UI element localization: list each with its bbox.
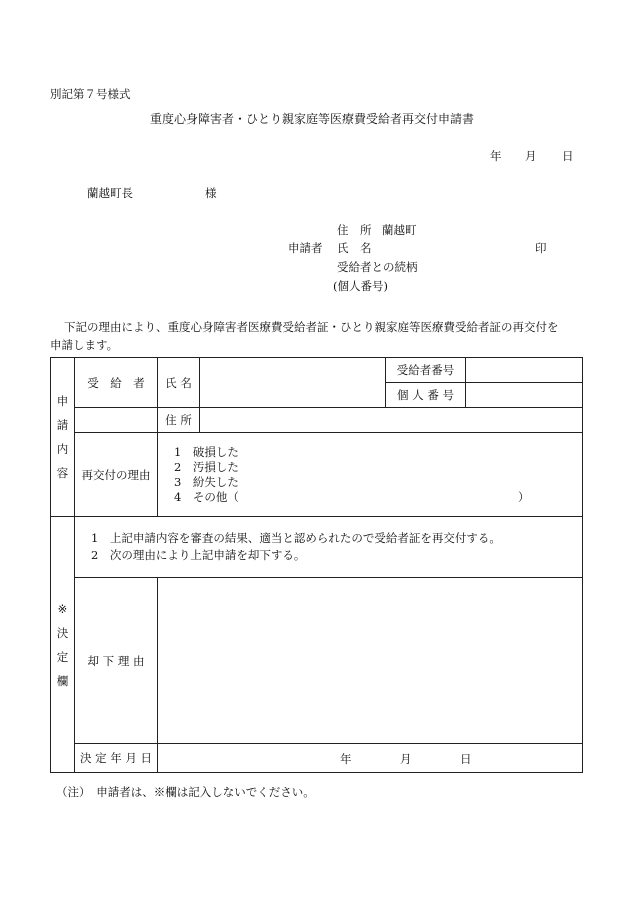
decision-approve: 1 上記申請内容を審査の結果、適当と認められたので受給者証を再交付する。 bbox=[91, 531, 501, 545]
body-text-line2: 申請します。 bbox=[50, 338, 119, 352]
body-text-line1: 下記の理由により、重度心身障害者医療費受給者証・ひとり親家庭等医療費受給者証の再交付を bbox=[64, 320, 559, 334]
reason-other-close: ） bbox=[518, 489, 530, 504]
address-label: 住 所 bbox=[158, 408, 200, 433]
name-field[interactable] bbox=[200, 358, 386, 408]
recipient-label: 受 給 者 bbox=[75, 358, 158, 408]
recipient-number-field[interactable] bbox=[466, 358, 583, 383]
decision-options bbox=[75, 517, 583, 578]
rejection-reason-field[interactable] bbox=[158, 578, 583, 744]
footnote: （注） 申請者は、※欄は記入しないでください。 bbox=[56, 785, 315, 799]
applicant-mynumber-label: (個人番号) bbox=[333, 279, 388, 293]
applicant-address-value: 蘭越町 bbox=[382, 223, 417, 237]
reason-options[interactable] bbox=[158, 433, 583, 517]
address-field[interactable] bbox=[200, 408, 583, 433]
applicant-relation-label: 受給者との続柄 bbox=[337, 260, 418, 274]
reason-soiled[interactable]: 2 汚損した bbox=[174, 459, 239, 474]
recipient-label-cont bbox=[75, 408, 158, 433]
decision-reject: 2 次の理由により上記申請を却下する。 bbox=[91, 548, 306, 562]
recipient-number-label: 受給者番号 bbox=[386, 358, 466, 383]
personal-number-field[interactable] bbox=[466, 383, 583, 408]
personal-number-label: 個 人 番 号 bbox=[386, 383, 466, 408]
reason-lost[interactable]: 3 紛失した bbox=[174, 474, 239, 489]
section-decision-label: ※ 決 定 欄 bbox=[51, 517, 75, 773]
form-number: 別記第７号様式 bbox=[50, 87, 131, 101]
decision-date-year: 年 bbox=[340, 752, 352, 766]
decision-date-month: 月 bbox=[400, 752, 412, 766]
rejection-reason-label: 却 下 理 由 bbox=[75, 578, 158, 744]
date-year: 年 bbox=[490, 149, 502, 163]
applicant-label: 申請者 bbox=[288, 241, 323, 255]
seal-mark: 印 bbox=[535, 241, 547, 255]
addressee-honorific: 様 bbox=[205, 186, 217, 200]
decision-date-label: 決 定 年 月 日 bbox=[75, 744, 158, 773]
section-application-label: 申 請 内 容 bbox=[51, 358, 75, 517]
form-title: 重度心身障害者・ひとり親家庭等医療費受給者再交付申請書 bbox=[150, 112, 475, 126]
reason-damaged[interactable]: 1 破損した bbox=[174, 444, 239, 459]
addressee-name: 蘭越町長 bbox=[87, 186, 133, 200]
application-table bbox=[50, 357, 583, 773]
applicant-address-label: 住 所 bbox=[337, 223, 372, 237]
reason-label: 再交付の理由 bbox=[75, 433, 158, 517]
applicant-name-label: 氏 名 bbox=[337, 241, 372, 255]
date-day: 日 bbox=[562, 149, 574, 163]
decision-date-field[interactable] bbox=[158, 744, 583, 773]
date-month: 月 bbox=[525, 149, 537, 163]
name-label: 氏 名 bbox=[158, 358, 200, 408]
decision-date-day: 日 bbox=[460, 752, 472, 766]
reason-other[interactable]: 4 その他（ ） bbox=[174, 489, 530, 504]
